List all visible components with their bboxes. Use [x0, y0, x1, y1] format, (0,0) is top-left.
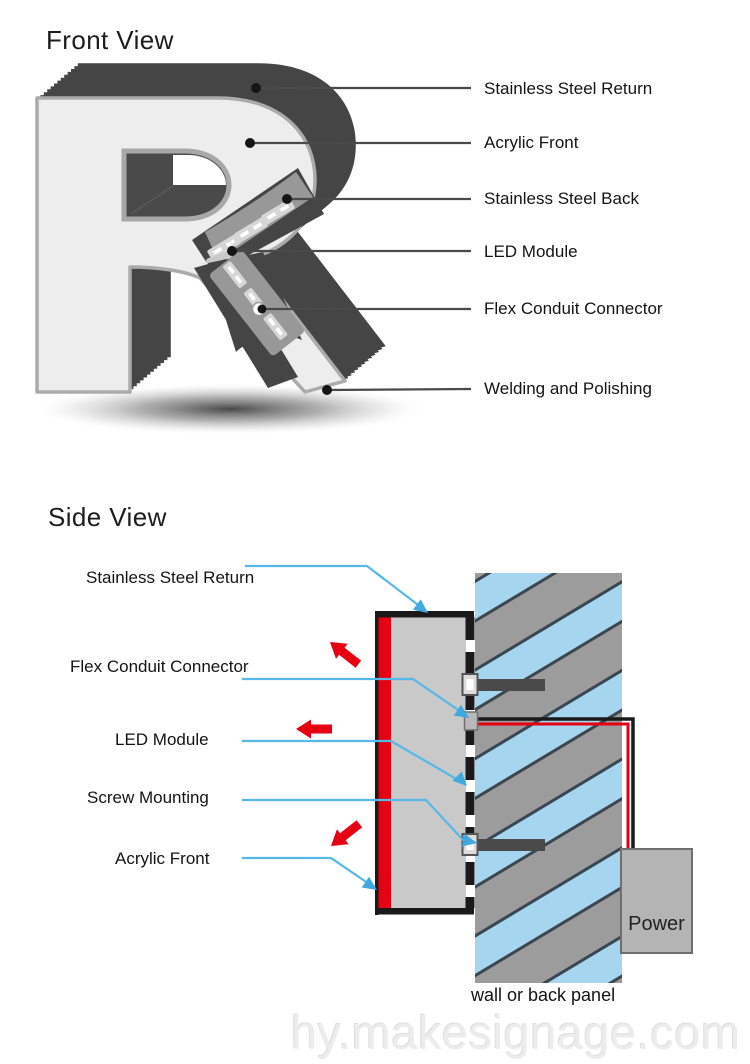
- red-arrow-left-icon: [296, 720, 332, 739]
- side-label-acrylic-front: Acrylic Front: [115, 849, 210, 868]
- front-label-flex-conduit-connector: Flex Conduit Connector: [484, 299, 663, 318]
- side-label-stainless-steel-return: Stainless Steel Return: [86, 568, 255, 587]
- red-arrow-up-left-icon: [324, 635, 364, 672]
- light-direction-arrows: [296, 635, 365, 854]
- side-label-led-module: LED Module: [115, 730, 209, 749]
- front-view-title: Front View: [46, 25, 174, 55]
- front-label-acrylic-front: Acrylic Front: [484, 133, 579, 152]
- wall-or-back-panel-label: wall or back panel: [471, 985, 616, 1005]
- side-label-screw-mounting: Screw Mounting: [87, 788, 209, 807]
- letter-can-section: [375, 611, 474, 915]
- red-arrow-down-left-icon: [325, 816, 365, 853]
- letter-counter: [124, 151, 229, 219]
- front-label-stainless-steel-return: Stainless Steel Return: [484, 79, 653, 98]
- wall-hatch: [475, 573, 622, 983]
- side-view-title: Side View: [48, 502, 167, 532]
- front-label-welding-and-polishing: Welding and Polishing: [484, 379, 652, 398]
- front-label-led-module: LED Module: [484, 242, 578, 261]
- power-box: [621, 849, 692, 953]
- watermark: hy.makesignage.com: [291, 1006, 741, 1059]
- front-label-stainless-steel-back: Stainless Steel Back: [484, 189, 639, 208]
- front-view-graphic: [30, 63, 471, 435]
- power-box-label: Power: [628, 913, 685, 935]
- side-label-flex-conduit-connector: Flex Conduit Connector: [70, 657, 249, 676]
- acrylic-front-strip: [378, 617, 391, 908]
- can-bottom-return: [375, 908, 474, 915]
